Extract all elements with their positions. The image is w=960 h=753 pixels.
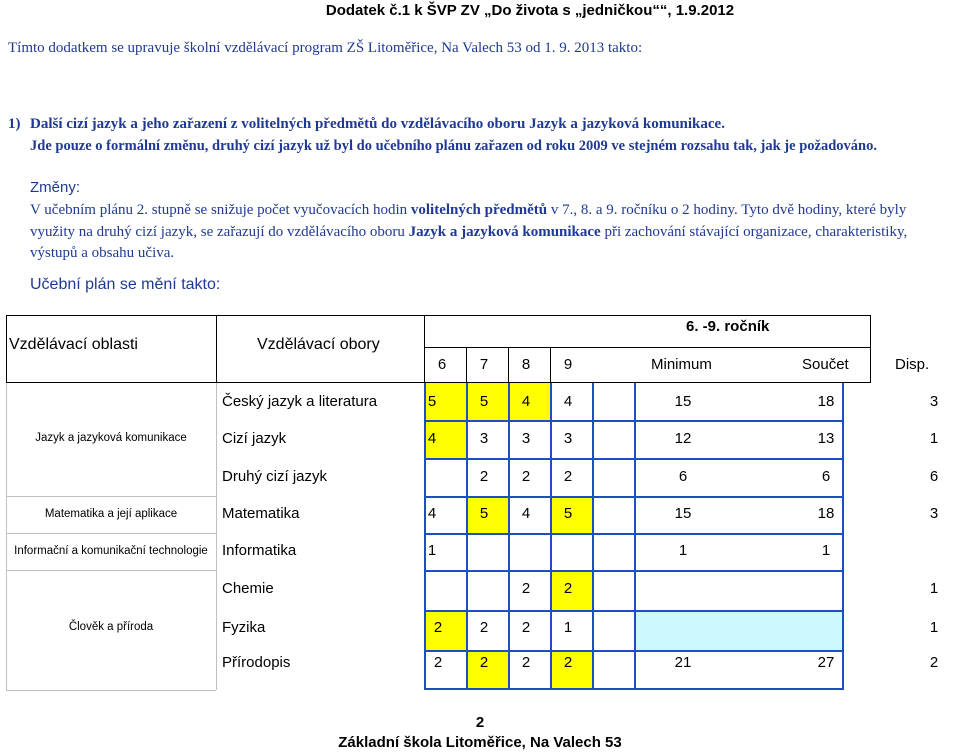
subject-label: Fyzika [222, 619, 266, 636]
area-grid [6, 690, 216, 691]
section-number: 1) [8, 116, 21, 132]
sum-cell: 18 [817, 393, 835, 410]
changes-line-2-b: Jazyk a jazyková komunikace [408, 224, 601, 240]
hl [634, 610, 843, 650]
grade-range-label: 6. -9. ročník [686, 318, 770, 335]
hours-cell: 5 [563, 505, 573, 522]
plan-label: Učební plán se mění takto: [30, 276, 221, 293]
disp-cell: 1 [929, 619, 939, 636]
changes-line-1-c: v 7., 8. a 9. ročníku o 2 hodiny. Tyto dvě hodiny, které byly [547, 202, 907, 218]
blue-grid [424, 570, 844, 572]
hours-cell: 5 [427, 393, 437, 410]
hours-cell: 2 [563, 654, 573, 671]
sum-cell: 6 [821, 468, 831, 485]
col-disp-label: Disp. [895, 356, 930, 373]
hours-cell: 1 [427, 542, 437, 559]
header-divider [424, 347, 871, 348]
min-cell: 15 [674, 505, 692, 522]
subject-label: Přírodopis [222, 654, 291, 671]
blue-grid [550, 383, 552, 690]
changes-line-2-a: využity na druhý cizí jazyk, se zařazují do vzdělávacího oboru [30, 224, 409, 240]
disp-cell: 3 [929, 505, 939, 522]
sum-cell: 1 [821, 542, 831, 559]
grade-8-label: 8 [521, 356, 531, 373]
hours-cell: 2 [521, 580, 531, 597]
hours-cell: 3 [521, 430, 531, 447]
blue-grid [424, 420, 844, 422]
blue-grid [424, 688, 844, 690]
hours-cell: 2 [563, 580, 573, 597]
hours-cell: 2 [479, 468, 489, 485]
hours-cell: 2 [479, 619, 489, 636]
grade-6-label: 6 [437, 356, 447, 373]
disp-cell: 1 [929, 580, 939, 597]
subject-label: Informatika [222, 542, 297, 559]
disp-cell: 3 [929, 393, 939, 410]
grade-7-label: 7 [479, 356, 489, 373]
subject-label: Cizí jazyk [222, 430, 287, 447]
hours-cell: 2 [521, 468, 531, 485]
area-ict: Informační a komunikační technologie [14, 545, 208, 557]
disp-cell: 1 [929, 430, 939, 447]
sum-cell: 27 [817, 654, 835, 671]
blue-grid [634, 383, 636, 690]
section-note: Jde pouze o formální změnu, druhý cizí jazyk už byl do učebního plánu zařazen od roku 2009 ve stejném rozsahu tak, jak je požadováno. [30, 138, 877, 154]
blue-grid [842, 383, 844, 690]
area-nature: Člověk a příroda [68, 621, 154, 633]
min-cell: 1 [678, 542, 688, 559]
disp-cell: 2 [929, 654, 939, 671]
min-cell: 15 [674, 393, 692, 410]
sum-cell: 13 [817, 430, 835, 447]
blue-grid [508, 383, 510, 690]
blue-grid [424, 458, 844, 460]
area-grid [216, 383, 217, 690]
min-cell: 21 [674, 654, 692, 671]
col-min-label: Minimum [651, 356, 712, 373]
hours-cell: 2 [521, 654, 531, 671]
grade-sep [466, 348, 467, 383]
hours-cell: 4 [427, 430, 437, 447]
min-cell: 12 [674, 430, 692, 447]
hours-cell: 2 [521, 619, 531, 636]
area-math: Matematika a její aplikace [44, 508, 178, 520]
blue-grid [466, 383, 468, 690]
section-heading: Další cizí jazyk a jeho zařazení z volitelných předmětů do vzdělávacího oboru Jazyk a jazyková komunikace. [30, 116, 725, 132]
hours-cell: 5 [479, 393, 489, 410]
hours-cell: 2 [433, 619, 443, 636]
page-number: 2 [475, 714, 485, 731]
min-cell: 6 [678, 468, 688, 485]
hours-cell: 2 [479, 654, 489, 671]
subject-label: Druhý cizí jazyk [222, 468, 328, 485]
hours-cell: 2 [563, 468, 573, 485]
hours-cell: 4 [521, 505, 531, 522]
intro-line: Tímto dodatkem se upravuje školní vzdělávací program ZŠ Litoměřice, Na Valech 53 od 1. 9. 2013 takto: [8, 40, 643, 56]
blue-grid [592, 383, 594, 690]
blue-grid [424, 496, 844, 498]
changes-line-3: výstupů a obsahu učiva. [30, 245, 175, 261]
blue-grid [424, 533, 844, 535]
changes-line-1-a: V učebním plánu 2. stupně se snižuje počet vyučovacích hodin [30, 202, 411, 218]
sum-cell: 18 [817, 505, 835, 522]
col-sum-label: Součet [802, 356, 849, 373]
area-grid [6, 496, 216, 497]
hours-cell: 2 [433, 654, 443, 671]
subject-label: Český jazyk a literatura [222, 393, 378, 410]
col-area-label: Vzdělávací oblasti [9, 336, 138, 353]
hours-cell: 3 [479, 430, 489, 447]
document-title: Dodatek č.1 k ŠVP ZV „Do života s „jedničkou““, 1.9.2012 [325, 2, 735, 19]
area-grid [6, 533, 216, 534]
grade-9-label: 9 [563, 356, 573, 373]
changes-line-1-b: volitelných předmětů [410, 202, 548, 218]
area-language: Jazyk a jazyková komunikace [35, 432, 187, 444]
hours-cell: 4 [563, 393, 573, 410]
hours-cell: 4 [427, 505, 437, 522]
footer-school: Základní škola Litoměřice, Na Valech 53 [338, 734, 622, 751]
hours-cell: 3 [563, 430, 573, 447]
changes-line-2-c: při zachování stávající organizace, charakteristiky, [600, 224, 908, 240]
disp-cell: 6 [929, 468, 939, 485]
blue-grid [424, 650, 844, 652]
hours-cell: 1 [563, 619, 573, 636]
area-grid [6, 570, 216, 571]
hours-cell: 4 [521, 393, 531, 410]
changes-label: Změny: [30, 179, 81, 196]
subject-label: Chemie [222, 580, 274, 597]
col-field-label: Vzdělávací obory [257, 336, 380, 353]
subject-label: Matematika [222, 505, 300, 522]
hours-cell: 5 [479, 505, 489, 522]
grade-sep [550, 348, 551, 383]
blue-grid [424, 610, 844, 612]
area-grid [6, 383, 7, 690]
grade-sep [508, 348, 509, 383]
